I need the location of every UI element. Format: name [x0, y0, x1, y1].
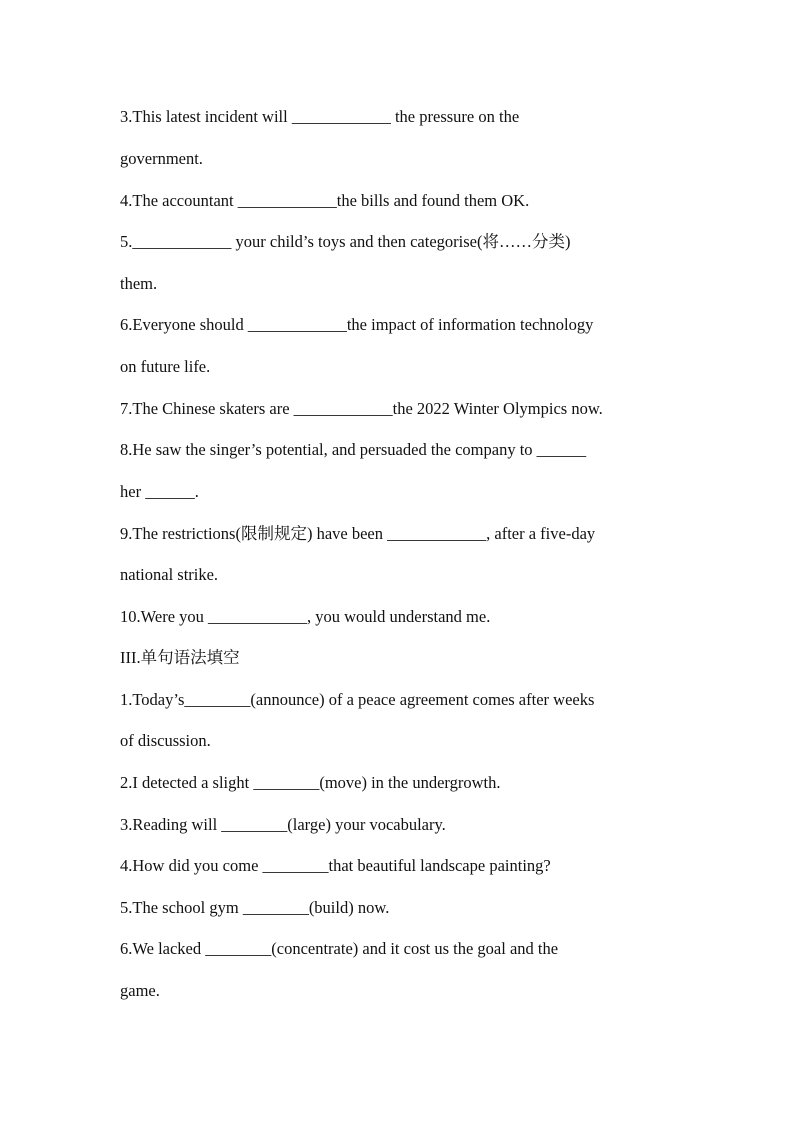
question-9-line-1: 9.The restrictions(限制规定) have been ____________, after a five-day [120, 524, 596, 543]
grammar-question-2-line-1: 2.I detected a slight ________(move) in the undergrowth. [120, 773, 501, 792]
question-6-line-2: on future life. [120, 357, 211, 376]
grammar-question-4-line-1: 4.How did you come ________that beautiful landscape painting? [120, 856, 551, 875]
grammar-question-6-line-2: game. [120, 981, 160, 1000]
question-6-line-1: 6.Everyone should ____________the impact of information technology [120, 315, 594, 334]
section-3-heading: III.单句语法填空 [120, 648, 240, 667]
grammar-question-6-line-1: 6.We lacked ________(concentrate) and it cost us the goal and the [120, 939, 559, 958]
question-5-line-1: 5.____________ your child’s toys and then categorise(将……分类) [120, 232, 571, 251]
grammar-question-1-line-1: 1.Today’s________(announce) of a peace agreement comes after weeks [120, 690, 595, 709]
grammar-question-3-line-1: 3.Reading will ________(large) your vocabulary. [120, 815, 446, 834]
question-7-line-1: 7.The Chinese skaters are ____________the 2022 Winter Olympics now. [120, 399, 603, 418]
question-10-line-1: 10.Were you ____________, you would understand me. [120, 607, 491, 626]
question-3-line-1: 3.This latest incident will ____________ the pressure on the [120, 107, 520, 126]
question-5-line-2: them. [120, 274, 158, 293]
grammar-question-1-line-2: of discussion. [120, 731, 211, 750]
grammar-question-5-line-1: 5.The school gym ________(build) now. [120, 898, 390, 917]
question-8-line-1: 8.He saw the singer’s potential, and persuaded the company to ______ [120, 440, 587, 459]
question-4-line-1: 4.The accountant ____________the bills and found them OK. [120, 191, 530, 210]
question-3-line-2: government. [120, 149, 203, 168]
question-9-line-2: national strike. [120, 565, 219, 584]
question-8-line-2: her ______. [120, 482, 199, 501]
